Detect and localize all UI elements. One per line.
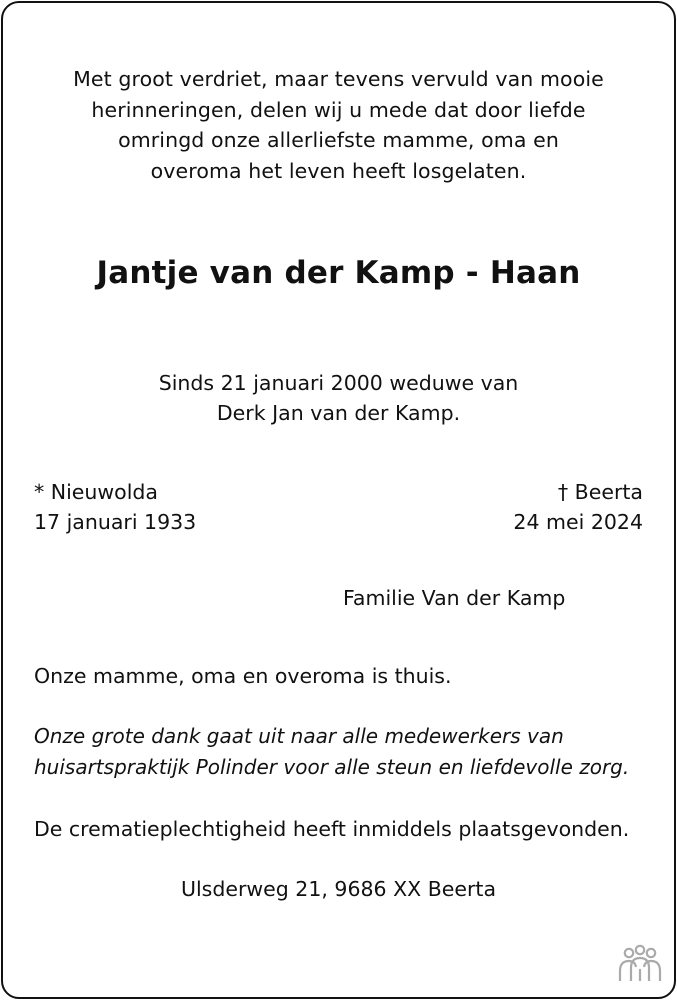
intro-line: herinneringen, delen wij u mede dat door liefde (91, 97, 586, 122)
intro-line: overoma het leven heeft losgelaten. (150, 158, 527, 183)
widow-text (40, 368, 637, 428)
thanks-line: Onze grote dank gaat uit naar alle medewerkers van (34, 724, 564, 748)
thanks-text (34, 721, 629, 782)
birth-place: * Nieuwolda (34, 480, 158, 504)
intro-line: Met groot verdriet, maar tevens vervuld van mooie (73, 67, 604, 91)
cremation-note: De crematieplechtigheid heeft inmiddels plaatsgevonden. (34, 817, 630, 841)
family-signature: Familie Van der Kamp (343, 586, 566, 610)
widow-line: Sinds 21 januari 2000 weduwe van (158, 371, 519, 395)
death-date: 24 mei 2024 (513, 510, 643, 534)
death-place: † Beerta (557, 480, 643, 504)
widow-line: Derk Jan van der Kamp. (216, 401, 461, 425)
people-group-icon (616, 944, 664, 984)
birth-info (34, 477, 196, 537)
birth-date: 17 januari 1933 (34, 510, 197, 534)
intro-text (40, 64, 637, 186)
intro-line: omringd onze allerliefste mamme, oma en (118, 128, 559, 152)
home-note: Onze mamme, oma en overoma is thuis. (34, 664, 452, 688)
deceased-name: Jantje van der Kamp - Haan (96, 255, 581, 291)
thanks-line: huisartspraktijk Polinder voor alle steun en liefdevolle zorg. (34, 754, 630, 779)
address: Ulsderweg 21, 9686 XX Beerta (180, 877, 497, 901)
death-info (513, 477, 643, 537)
